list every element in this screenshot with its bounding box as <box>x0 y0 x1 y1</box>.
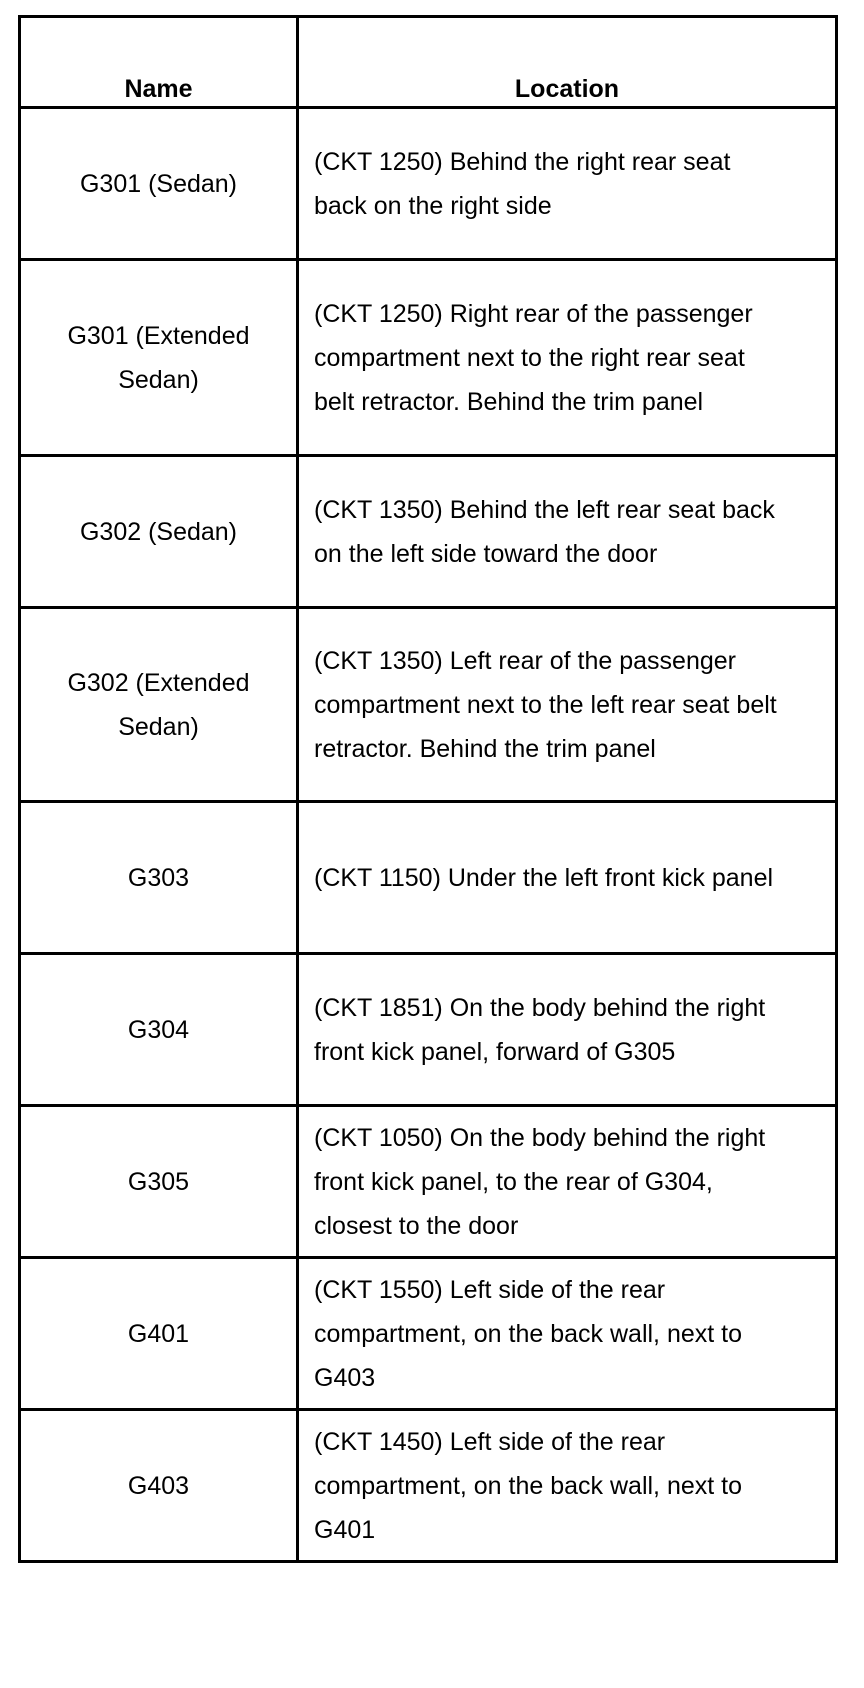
name-text: G304 <box>127 1015 190 1044</box>
location-text: (CKT 1450) Left side of the rear compartment, on the back wall, next to G401 <box>314 1427 742 1544</box>
location-cell <box>298 1410 837 1562</box>
table-body <box>20 108 837 1562</box>
name-cell <box>20 1410 298 1562</box>
location-cell <box>298 608 837 802</box>
name-cell <box>20 954 298 1106</box>
table-row <box>20 608 837 802</box>
name-text: G301 (Sedan) <box>79 169 238 198</box>
table-row <box>20 802 837 954</box>
table-row <box>20 456 837 608</box>
name-cell <box>20 108 298 260</box>
name-text: G403 <box>127 1471 190 1500</box>
name-cell <box>20 1258 298 1410</box>
location-cell <box>298 1258 837 1410</box>
column-header-name: Name <box>20 17 298 108</box>
name-text: G303 <box>127 863 190 892</box>
table-row <box>20 954 837 1106</box>
table-row <box>20 108 837 260</box>
table-header <box>20 17 837 108</box>
name-text: G401 <box>127 1319 190 1348</box>
table-row <box>20 1106 837 1258</box>
name-text: G302 (Extended Sedan) <box>67 668 250 741</box>
location-cell <box>298 108 837 260</box>
location-text: (CKT 1851) On the body behind the right front kick panel, forward of G305 <box>314 993 766 1066</box>
name-text: G305 <box>127 1167 190 1196</box>
location-text: (CKT 1050) On the body behind the right front kick panel, to the rear of G304, closest to the door <box>314 1123 766 1240</box>
table-row <box>20 1410 837 1562</box>
location-cell <box>298 456 837 608</box>
name-cell <box>20 802 298 954</box>
name-text: G301 (Extended Sedan) <box>67 321 250 394</box>
location-cell <box>298 954 837 1106</box>
location-cell <box>298 1106 837 1258</box>
location-cell <box>298 802 837 954</box>
header-row <box>20 17 837 108</box>
name-text: G302 (Sedan) <box>79 517 238 546</box>
location-text: (CKT 1250) Behind the right rear seat back on the right side <box>314 147 731 220</box>
ground-locations-table <box>18 15 838 1563</box>
name-cell <box>20 456 298 608</box>
location-text: (CKT 1350) Behind the left rear seat back on the left side toward the door <box>314 495 775 568</box>
table-row <box>20 260 837 456</box>
location-text: (CKT 1550) Left side of the rear compartment, on the back wall, next to G403 <box>314 1275 742 1392</box>
location-text: (CKT 1150) Under the left front kick panel <box>314 863 774 892</box>
name-cell <box>20 608 298 802</box>
location-text: (CKT 1250) Right rear of the passenger compartment next to the right rear seat belt retractor. Behind the trim panel <box>314 299 753 416</box>
column-header-location: Location <box>298 17 837 108</box>
location-cell <box>298 260 837 456</box>
table-row <box>20 1258 837 1410</box>
name-cell <box>20 260 298 456</box>
name-cell <box>20 1106 298 1258</box>
location-text: (CKT 1350) Left rear of the passenger compartment next to the left rear seat belt retractor. Behind the trim panel <box>314 646 777 763</box>
